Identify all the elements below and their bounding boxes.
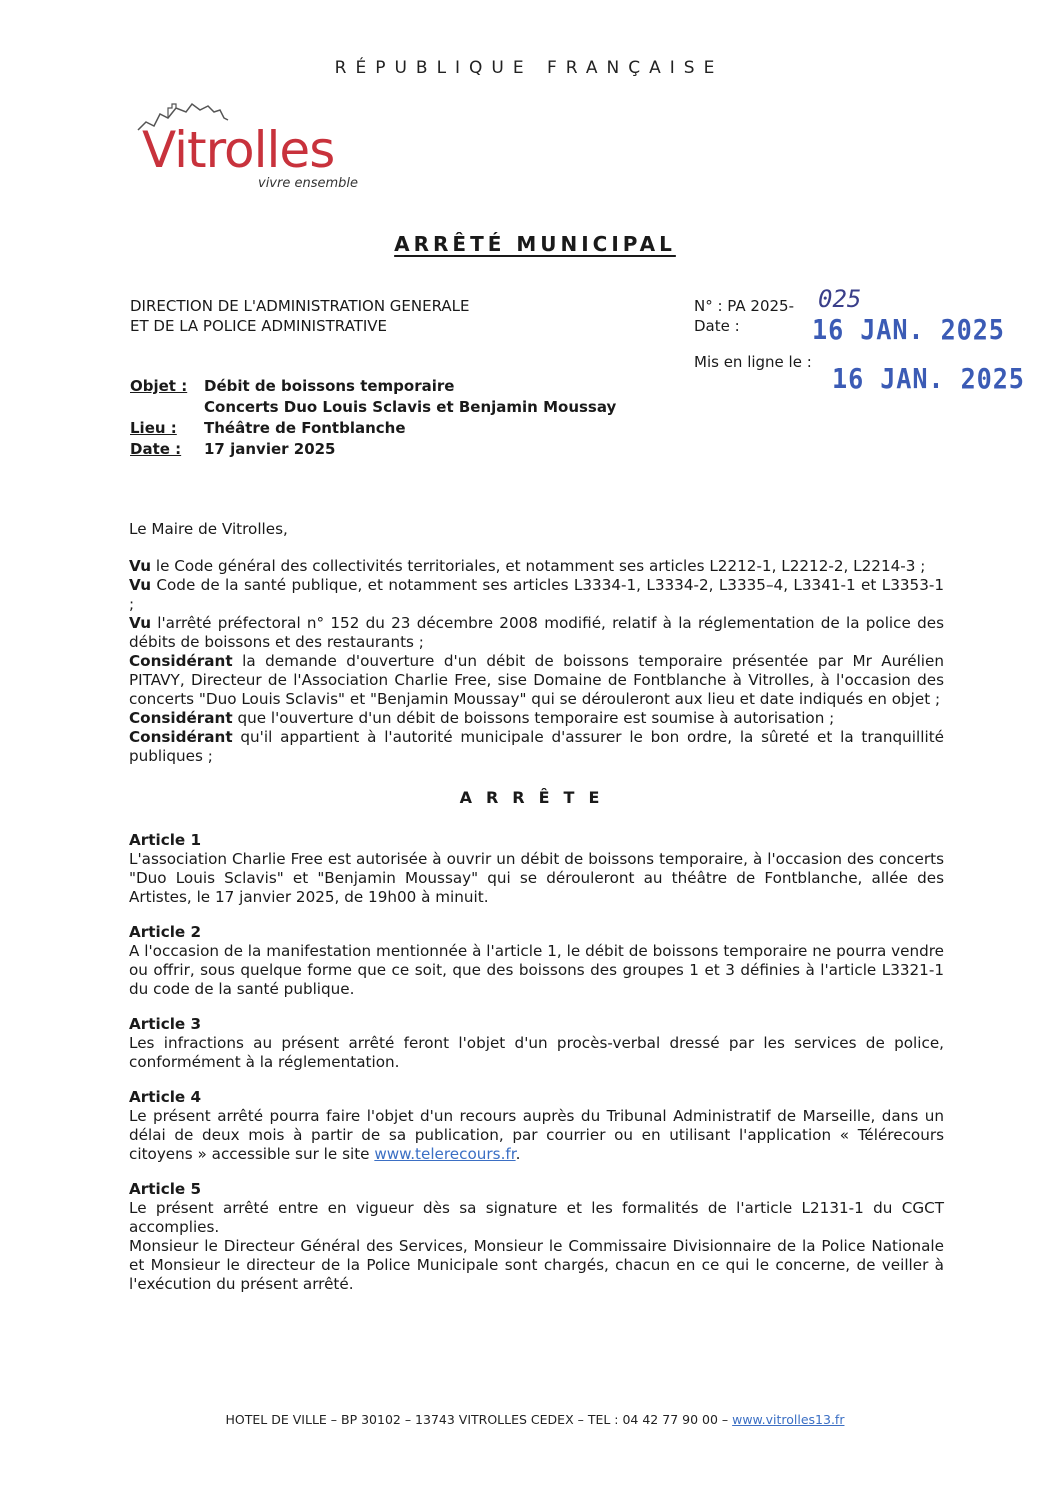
article-1 (129, 831, 944, 907)
article-text-2: Monsieur le Directeur Général des Services, Monsieur le Commissaire Divisionnaire de la Police Nationale et Monsieur le directeur de la Police Municipale sont chargés, chacun en ce qui le concerne, de veiller à l'exécution du présent arrêté. (129, 1237, 944, 1293)
article-text: Les infractions au présent arrêté feront l'objet d'un procès-verbal dressé par les services de police, conformément à la réglementation. (129, 1034, 944, 1071)
logo-wordmark: Vitrolles (142, 121, 335, 179)
article-5 (129, 1180, 944, 1294)
article-text: A l'occasion de la manifestation mentionnée à l'article 1, le débit de boissons temporaire ne pourra vendre ou offrir, sous quelque forme que ce soit, que des boissons des groupes 1 et 3 définies à l'article L3321-1 du code de la santé publique. (129, 942, 944, 998)
meta-date-value: 17 janvier 2025 (204, 440, 336, 458)
document-title: ARRÊTÉ MUNICIPAL (394, 232, 676, 256)
lieu-label: Lieu : (130, 419, 177, 437)
preamble-item: Considérant la demande d'ouverture d'un débit de boissons temporaire présentée par Mr Aurélien PITAVY, Directeur de l'Association Charlie Free, sise Domaine de Fontblanche à Vitrolles, à l'occasion des concerts "Duo Louis Sclavis" et "Benjamin Moussay" qui se dérouleront aux lieu et date indiqués en objet ; (129, 652, 944, 708)
objet-line-1: Débit de boissons temporaire (204, 377, 455, 395)
republique-heading: RÉPUBLIQUE FRANÇAISE (334, 58, 724, 78)
preamble-intro: Le Maire de Vitrolles, (129, 520, 288, 538)
article-4 (129, 1088, 944, 1164)
arrete-heading: ARRÊTE (459, 788, 614, 807)
online-label: Mis en ligne le : (694, 353, 812, 371)
meta-date-label: Date : (130, 440, 182, 458)
article-title: Article 3 (129, 1015, 202, 1033)
lieu-value: Théâtre de Fontblanche (204, 419, 406, 437)
article-2 (129, 923, 944, 999)
reference-block (694, 296, 794, 336)
logo-tagline: vivre ensemble (258, 176, 359, 191)
article-title: Article 2 (129, 923, 202, 941)
preamble-item: Considérant que l'ouverture d'un débit de boissons temporaire est soumise à autorisation ; (129, 709, 835, 727)
footer-address: HOTEL DE VILLE – BP 30102 – 13743 VITROLLES CEDEX – TEL : 04 42 77 90 00 – (225, 1412, 733, 1427)
telerecours-link[interactable]: www.telerecours.fr (374, 1145, 516, 1163)
direction-line-1: DIRECTION DE L'ADMINISTRATION GENERALE (130, 297, 470, 315)
preamble-item: Vu Code de la santé publique, et notamment ses articles L3334-1, L3334-2, L3335–4, L3341-1 et L3353-1 ; (129, 576, 944, 613)
numero-label: N° : PA 2025- (694, 297, 795, 315)
article-title: Article 5 (129, 1180, 202, 1198)
online-date-stamp: 16 JAN. 2025 (832, 362, 1025, 395)
meta-block (130, 376, 616, 460)
article-title: Article 4 (129, 1088, 202, 1106)
article-text: Le présent arrêté entre en vigueur dès sa signature et les formalités de l'article L2131-1 du CGCT accomplies. (129, 1199, 944, 1236)
article-title: Article 1 (129, 831, 202, 849)
direction-line-2: ET DE LA POLICE ADMINISTRATIVE (130, 317, 388, 335)
article-3 (129, 1015, 944, 1072)
preamble-item: Vu le Code général des collectivités territoriales, et notamment ses articles L2212-1, L2212-2, L2214-3 ; (129, 557, 926, 575)
document-body (129, 520, 944, 1310)
preamble-item: Vu l'arrêté préfectoral n° 152 du 23 décembre 2008 modifié, relatif à la réglementation de la police des débits de boissons et des restaurants ; (129, 614, 944, 651)
numero-handwritten: 025 (818, 285, 862, 313)
footer (0, 1412, 1058, 1427)
direction-block (130, 296, 470, 336)
footer-website-link[interactable]: www.vitrolles13.fr (732, 1412, 845, 1427)
article-text: Le présent arrêté pourra faire l'objet d'un recours auprès du Tribunal Administratif de Marseille, dans un délai de deux mois à partir de sa publication, par courrier ou en utilisant l'application « Télérecours citoyens » accessible sur le site www.telerecours.fr. (129, 1107, 944, 1163)
preamble-item: Considérant qu'il appartient à l'autorité municipale d'assurer le bon ordre, la sûreté et la tranquillité publiques ; (129, 728, 944, 765)
objet-line-2: Concerts Duo Louis Sclavis et Benjamin Moussay (204, 398, 617, 416)
date-label: Date : (694, 317, 740, 335)
objet-label: Objet : (130, 377, 188, 395)
date-stamp: 16 JAN. 2025 (812, 313, 1005, 346)
article-text: L'association Charlie Free est autorisée à ouvrir un débit de boissons temporaire, à l'occasion des concerts "Duo Louis Sclavis" et "Benjamin Moussay" qui se dérouleront au théâtre de Fontblanche, allée des Artistes, le 17 janvier 2025, de 19h00 à minuit. (129, 850, 944, 906)
